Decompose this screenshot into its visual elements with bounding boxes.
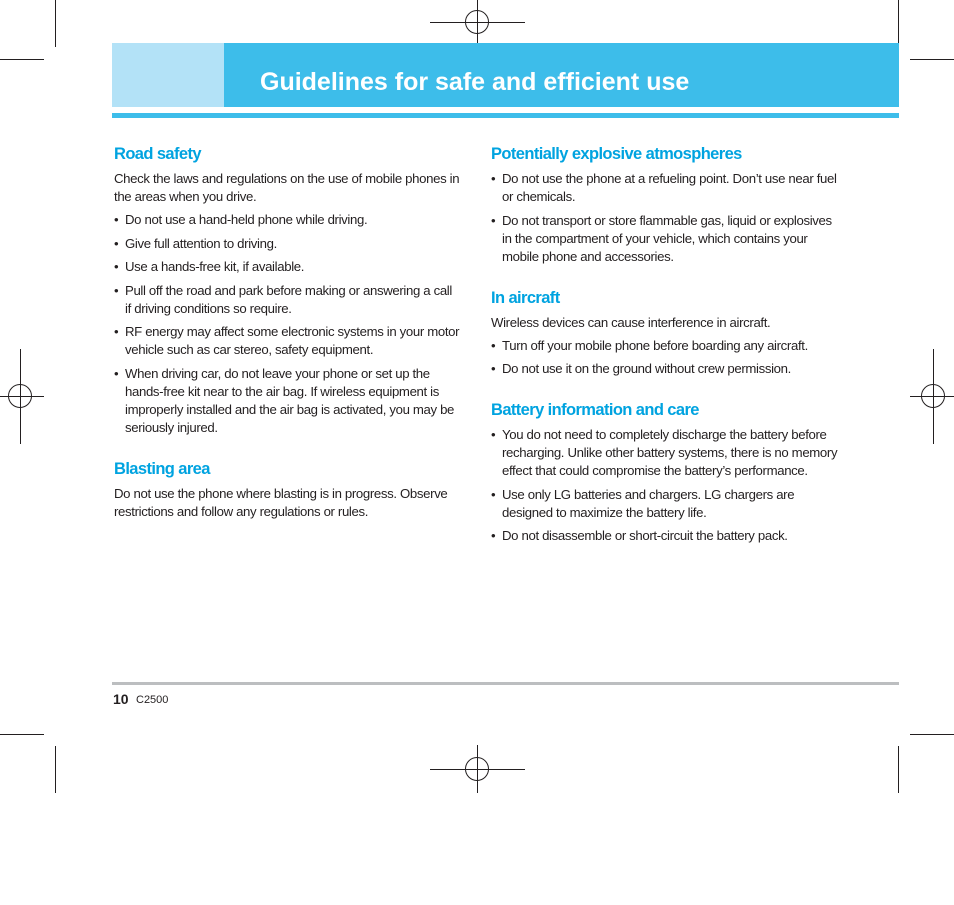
section-heading: Potentially explosive atmospheres xyxy=(491,145,742,163)
list-item: • Pull off the road and park before making or answering a call if driving conditions so require. xyxy=(114,282,460,318)
list-item: • Do not use a hand-held phone while driving. xyxy=(114,211,460,229)
aircraft-section xyxy=(491,288,843,379)
road-safety-section xyxy=(114,144,460,437)
blasting-area-section xyxy=(114,459,460,521)
crop-mark xyxy=(55,746,56,793)
bullet-list xyxy=(491,337,843,379)
list-item: • Do not use the phone at a refueling point. Don’t use near fuel or chemicals. xyxy=(491,170,843,206)
page-title: Guidelines for safe and efficient use xyxy=(260,68,690,96)
section-heading: Road safety xyxy=(114,145,201,163)
registration-mark xyxy=(921,384,945,408)
section-heading: Battery information and care xyxy=(491,401,699,419)
list-item: • Do not disassemble or short-circuit the battery pack. xyxy=(491,527,843,545)
left-column xyxy=(114,144,460,543)
bullet-list xyxy=(114,211,460,437)
right-column xyxy=(491,144,843,567)
section-body: Do not use the phone where blasting is in progress. Observe restrictions and follow any regulations or rules. xyxy=(114,485,448,519)
list-item: • Give full attention to driving. xyxy=(114,235,460,253)
list-item: • RF energy may affect some electronic systems in your motor vehicle such as car stereo, safety equipment. xyxy=(114,323,460,359)
crop-mark xyxy=(898,746,899,793)
registration-mark xyxy=(465,757,489,781)
list-item: • When driving car, do not leave your phone or set up the hands-free kit near to the air bag. If wireless equipment is improperly installed and the air bag is activated, you may be seriously injured. xyxy=(114,365,460,437)
crop-mark xyxy=(0,59,44,60)
crop-mark xyxy=(910,734,954,735)
list-item: • Do not use it on the ground without crew permission. xyxy=(491,360,843,378)
header-rule xyxy=(112,113,899,118)
crop-mark xyxy=(898,0,899,47)
section-heading: In aircraft xyxy=(491,288,560,307)
registration-mark xyxy=(465,10,489,34)
crop-mark xyxy=(55,0,56,47)
list-item: • You do not need to completely discharge the battery before recharging. Unlike other battery systems, there is no memory effect that could compromise the battery’s performance. xyxy=(491,426,843,480)
page-number: 10 xyxy=(113,691,129,707)
list-item: • Do not transport or store flammable gas, liquid or explosives in the compartment of your vehicle, which contains your mobile phone and accessories. xyxy=(491,212,843,266)
battery-section xyxy=(491,400,843,545)
bullet-list xyxy=(491,170,843,266)
list-item: • Use a hands-free kit, if available. xyxy=(114,258,460,276)
crop-mark xyxy=(910,59,954,60)
section-intro: Wireless devices can cause interference in aircraft. xyxy=(491,314,771,330)
section-heading: Blasting area xyxy=(114,459,210,478)
list-item: • Turn off your mobile phone before boarding any aircraft. xyxy=(491,337,843,355)
explosive-atmospheres-section xyxy=(491,144,843,266)
model-name: C2500 xyxy=(136,694,169,706)
header-accent-block xyxy=(112,43,224,107)
bullet-list xyxy=(491,426,843,545)
section-intro: Check the laws and regulations on the use of mobile phones in the areas when you drive. xyxy=(114,171,460,204)
registration-mark xyxy=(8,384,32,408)
footer-rule xyxy=(112,682,899,685)
list-item: • Use only LG batteries and chargers. LG chargers are designed to maximize the battery life. xyxy=(491,486,843,522)
crop-mark xyxy=(0,734,44,735)
